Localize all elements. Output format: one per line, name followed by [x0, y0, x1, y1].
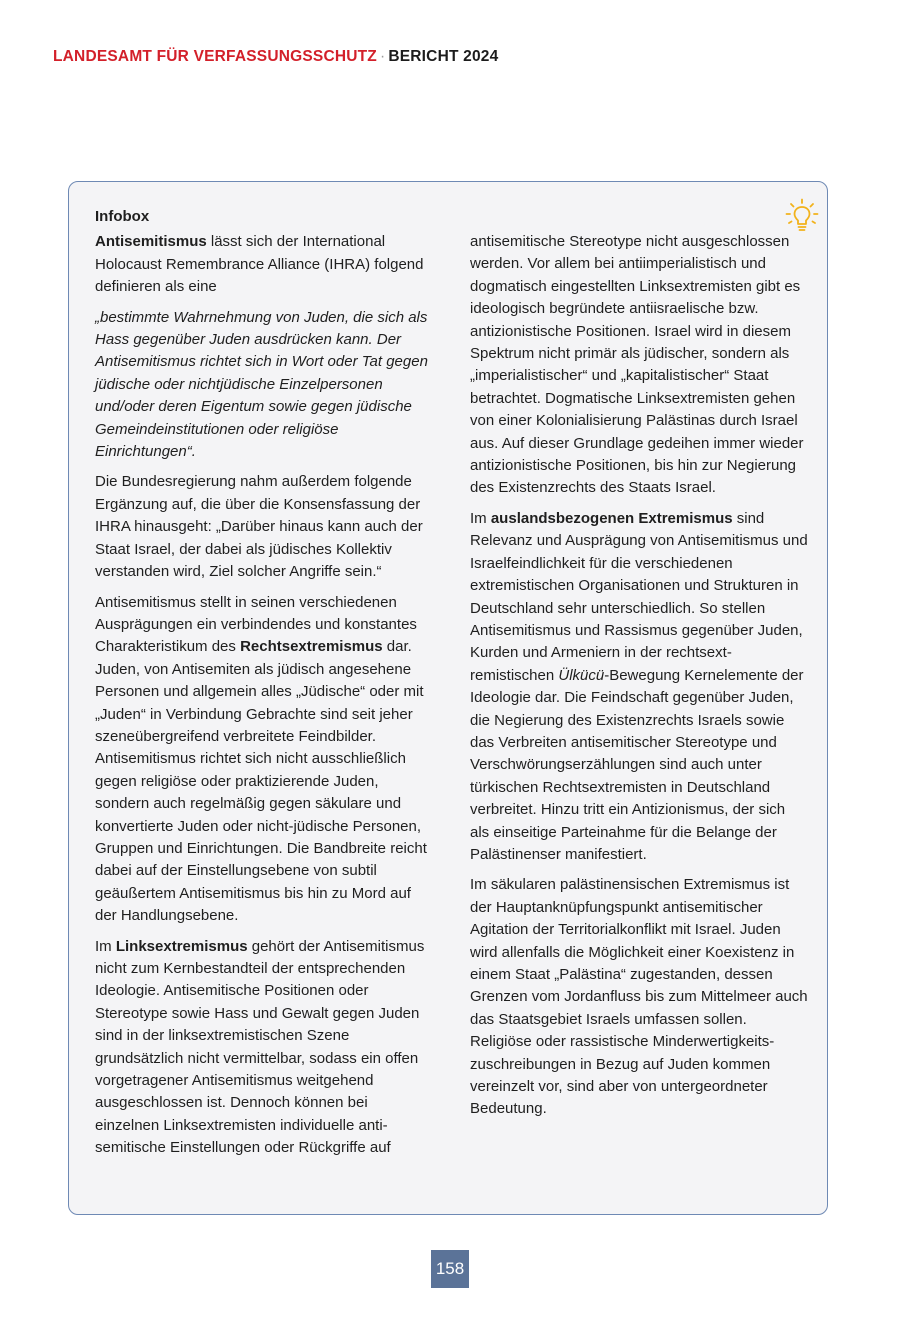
header-organization: LANDESAMT FÜR VERFASSUNGSSCHUTZ: [53, 48, 377, 65]
foreign-text-mid: sind Relevanz und Ausprägung von Antisemitismus und Israelfeindlichkeit für die verschiedenen extremistischen Organisationen und Strukturen in Deutschland sehr unterschiedlich. So stellen Antisemitismus und Rassismus gegenüber Juden, Kurden und Armeniern in der rechtsextremistischen: [470, 509, 808, 684]
foreign-text-pre: Im: [470, 509, 491, 527]
foreign-extremism-paragraph: [470, 508, 808, 867]
left-wing-continuation: antisemitische Stereotype nicht ausgeschlossen werden. Vor allem bei antiimperialistisch und dogmatisch eingestellten Linksextremisten gibt es ideologisch begründete antiisraelische bzw. antizionistische Positionen. Israel wird in diesem Spektrum nicht primär als jüdischer, sondern als „imperialistischer“ und „kapitalistischer“ Staat betrachtet. Dogmatische Linksextremisten gehen von einer Kolonialisierung Palästinas durch Israel aus. Auf dieser Grundlage gedeihen immer wieder antizionistische Positionen, bis hin zur Negierung des Existenzrechts des Staats Israel.: [470, 233, 804, 497]
right-wing-paragraph: [95, 592, 433, 928]
term-antisemitismus: Antisemitismus: [95, 233, 207, 251]
right-wing-text-pre: Antisemitismus stellt in seinen verschiedenen Ausprägungen ein verbindendes und konstantes Charakteristikum des: [95, 593, 417, 656]
header-separator: ·: [379, 48, 386, 65]
lightbulb-icon: [785, 198, 819, 234]
definition-intro: [95, 231, 433, 298]
term-linksextremismus: Linksextremismus: [115, 937, 248, 955]
ihra-definition-quote: „bestimmte Wahrnehmung von Juden, die sich als Hass gegenüber Juden ausdrücken kann. Der Antisemitismus richtet sich in Wort oder Tat gegen jüdische oder nichtjüdische Einzelpersonen und/oder deren Eigentum sowie gegen jüdische Gemeindeinstitutionen oder religiöse Einrichtungen“.: [95, 308, 428, 461]
infobox-left-column: [95, 206, 433, 1168]
left-wing-text-pre: Im: [95, 937, 116, 955]
page-number-badge: 158: [431, 1250, 469, 1288]
infobox-right-column: [470, 231, 808, 1129]
palestinian-extremism-paragraph: Im säkularen palästinensischen Extremismus ist der Hauptanknüpfungspunkt antisemitischer Agitation der Territorialkonflikt mit Israel. Juden wird allenfalls die Möglichkeit einer Koexistenz in einem Staat „Palästina“ zugestanden, dessen Grenzen vom Jordanfluss bis zum Mittelmeer auch das Staatsgebiet Israels umfassen sollen. Religiöse oder rassistische Minderwertigkeitszuschreibungen in Bezug auf Juden kommen vereinzelt vor, sind aber von untergeordneter Bedeutung.: [470, 876, 808, 1118]
infobox-title: Infobox: [95, 208, 150, 225]
definition-intro-text: lässt sich der International Holocaust Remembrance Alliance (IHRA) folgend definieren als eine: [95, 233, 424, 296]
running-header: [53, 48, 498, 66]
term-auslandsbezogener-extremismus: auslandsbezogenen Extremismus: [490, 509, 733, 527]
foreign-text-post: -Bewegung Kernelemente der Ideologie dar. Die Feindschaft gegenüber Juden, die Negierung des Existenzrechts Israels sowie das Verbreiten antisemitischer Stereotype und Verschwörungserzählungen sind auch unter türkischen Rechtsextremisten in Deutschland verbreitet. Hinzu tritt ein Antizionismus, der sich als einseitige Parteinahme für die Belange der Palästinenser manifestiert.: [470, 666, 804, 863]
term-uelkuecue: Ülkücü: [558, 666, 605, 684]
left-wing-paragraph: [95, 936, 433, 1160]
term-rechtsextremismus: Rechtsextremismus: [240, 638, 383, 656]
left-wing-text-post: gehört der Antisemitismus nicht zum Kernbestandteil der entsprechenden Ideologie. Antisemitische Positionen oder Stereotype sowie Hass und Gewalt gegen Juden sind in der linksextremistischen Szene grundsätzlich nicht vermittelbar, sodass ein offen vorgetragener Antisemitismus weitgehend ausgeschlossen ist. Dennoch können bei einzelnen Linksextremisten individuelle antisemitische Einstellungen oder Rückgriffe auf: [95, 937, 425, 1157]
header-report-title: BERICHT 2024: [388, 48, 499, 65]
government-addendum: Die Bundesregierung nahm außerdem folgende Ergänzung auf, die über die Konsensfassung der IHRA hinausgeht: „Darüber hinaus kann auch der Staat Israel, der dabei als jüdisches Kollektiv verstanden wird, Ziel solcher Angriffe sein.“: [95, 473, 423, 581]
right-wing-text-post: dar. Juden, von Antisemiten als jüdisch angesehene Personen und allgemein alles „Jüdische“ oder mit „Juden“ in Verbindung Gebrachte sind seit jeher szeneübergreifend verbreitete Feindbilder. Antisemitismus richtet sich nicht ausschließlich gegen religiöse oder praktizierende Juden, sondern auch regelmäßig gegen säkulare und konvertierte Juden oder nicht-jüdische Personen, Gruppen und Einrichtungen. Die Bandbreite reicht dabei auf der Einstellungsebene von subtil geäußertem Antisemitismus bis hin zu Mord auf der Handlungsebene.: [95, 638, 427, 925]
